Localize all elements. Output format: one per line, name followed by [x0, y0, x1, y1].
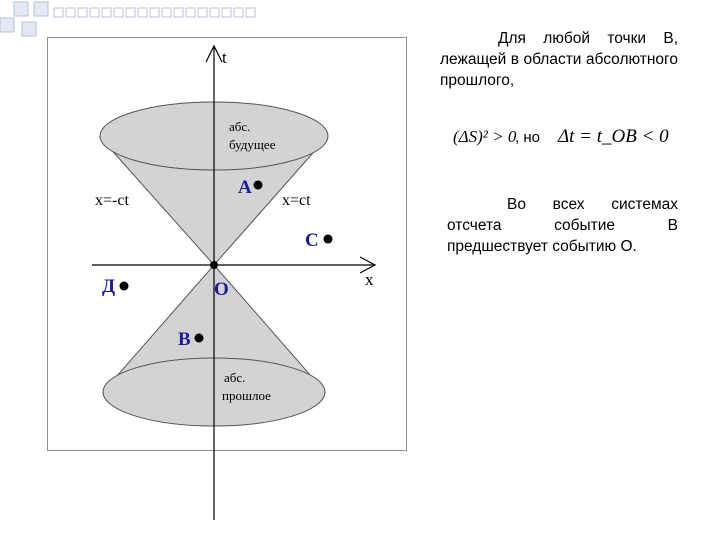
right-line-label: x=ct [282, 192, 311, 209]
point-O-label: O [214, 279, 229, 300]
formula-conjunction: , но [515, 129, 540, 146]
point-B-label: B [178, 329, 191, 350]
x-axis-label: x [365, 270, 374, 289]
point-C-dot [324, 235, 333, 244]
intro-paragraph: Для любой точки B, лежащей в области абсолютного прошлого, [440, 30, 678, 89]
point-O-dot [210, 261, 218, 269]
formula [453, 118, 683, 154]
point-A-label: A [238, 177, 252, 198]
point-D-dot [120, 282, 129, 291]
point-B-dot [195, 334, 204, 343]
past-region-label-line2: прошлое [222, 388, 271, 403]
t-axis-label: t [222, 48, 227, 67]
point-D-label: Д [102, 276, 116, 297]
conclusion-paragraph: Во всех системах отсчета событие B предшествует событию O. [447, 196, 678, 255]
past-region-label-line1: абс. [224, 370, 246, 385]
future-region-label-line2: будущее [229, 137, 276, 152]
point-C-label: C [305, 230, 319, 251]
formula-interval: (ΔS)² > 0 [453, 127, 517, 146]
future-region-label-line1: абс. [229, 119, 251, 134]
point-A-dot [254, 181, 263, 190]
formula-time: Δt = t_OB < 0 [558, 126, 669, 147]
left-line-label: x=-ct [95, 192, 129, 209]
